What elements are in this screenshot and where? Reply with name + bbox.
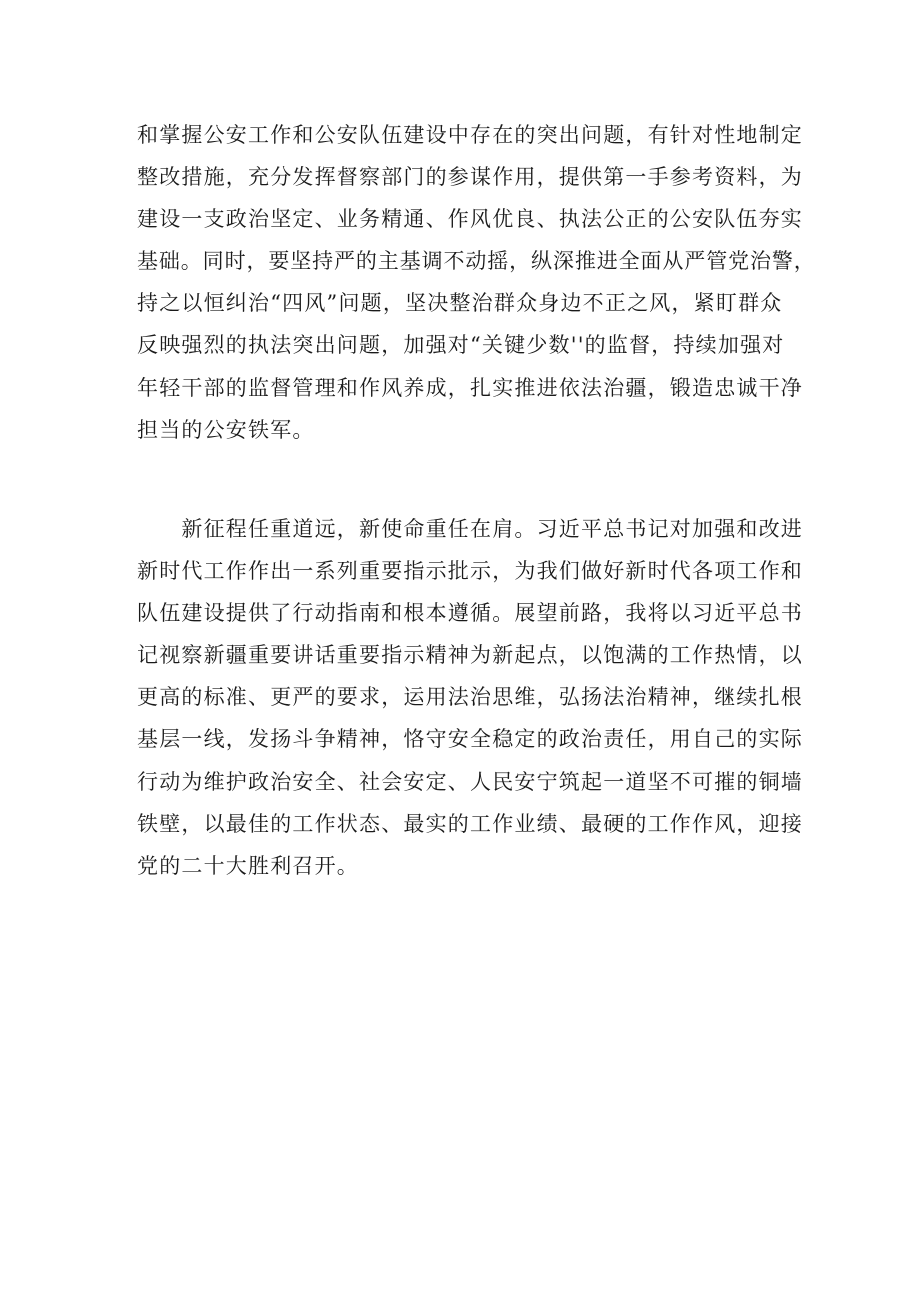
paragraph-line: 持之以恒纠治“四风”问题，坚决整治群众身边不正之风，紧盯群众	[137, 291, 783, 316]
paragraph-line: 年轻干部的监督管理和作风养成，扎实推进依法治疆，锻造忠诚干净	[137, 375, 803, 400]
paragraph-line: 新时代工作作出一系列重要指示批示，为我们做好新时代各项工作和	[137, 559, 803, 584]
paragraph-line: 和掌握公安工作和公安队伍建设中存在的突出问题，有针对性地制定	[137, 123, 803, 147]
paragraph-2	[137, 508, 817, 887]
paragraph-line: 行动为维护政治安全、社会安定、人民安宁筑起一道坚不可摧的铜墙	[137, 769, 803, 794]
paragraph-line: 新征程任重道远，新使命重任在肩。习近平总书记对加强和改进	[137, 517, 803, 541]
paragraph-line: 记视察新疆重要讲话重要指示精神为新起点，以饱满的工作热情，以	[137, 643, 803, 668]
paragraph-line: 更高的标准、更严的要求，运用法治思维，弘扬法治精神，继续扎根	[137, 685, 803, 710]
paragraph-1	[137, 114, 817, 451]
paragraph-line: 整改措施，充分发挥督察部门的参谋作用，提供第一手参考资料，为	[137, 165, 803, 190]
paragraph-line: 基层一线，发扬斗争精神，恪守安全稳定的政治责任，用自己的实际	[137, 727, 803, 752]
paragraph-line: 铁壁，以最佳的工作状态、最实的工作业绩、最硬的工作作风，迎接	[137, 811, 803, 836]
paragraph-line: 反映强烈的执法突出问题，加强对“关键少数''的监督，持续加强对	[137, 333, 785, 358]
paragraph-line: 队伍建设提供了行动指南和根本遵循。展望前路，我将以习近平总书	[137, 601, 803, 626]
paragraph-line: 基础。同时，要坚持严的主基调不动摇，纵深推进全面从严管党治警，	[137, 249, 816, 274]
paragraph-line: 担当的公安铁军。	[137, 417, 315, 442]
paragraph-line: 建设一支政治坚定、业务精通、作风优良、执法公正的公安队伍夯实	[137, 207, 803, 232]
paragraph-line: 党的二十大胜利召开。	[137, 853, 359, 878]
